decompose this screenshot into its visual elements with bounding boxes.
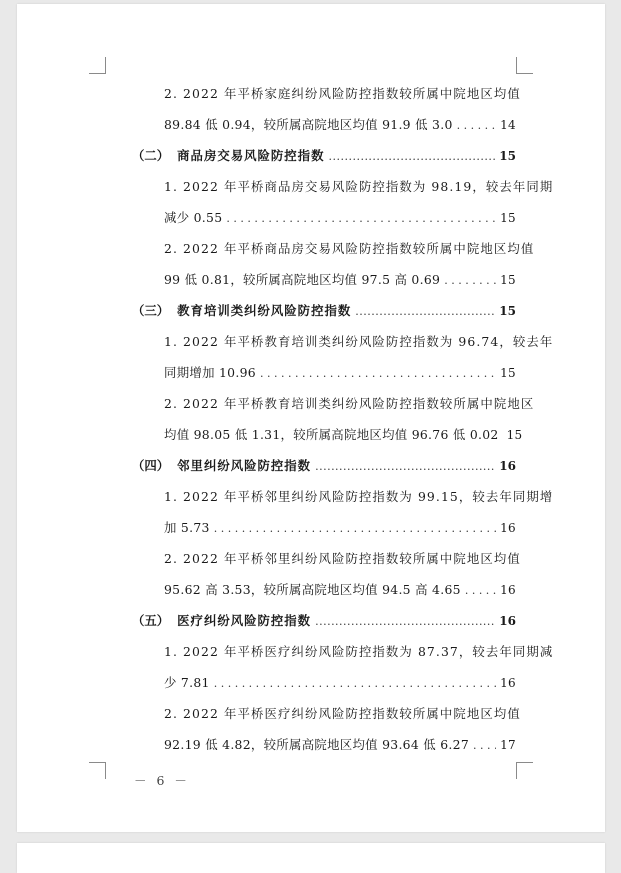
toc-entry-line2: 少 7.81 [164,675,210,690]
toc-entry-line2: 均值 98.05 低 1.31，较所属高院地区均值 96.76 低 0.02 [164,427,499,442]
crop-mark-bottom-left [89,762,106,779]
dot-leader [444,274,496,287]
toc-section-heading[interactable] [132,603,516,634]
toc-entry-line1: 2. 2022 年平桥家庭纠纷风险防控指数较所属中院地区均值 [164,86,521,101]
toc-entry-line1: 1. 2022 年平桥邻里纠纷风险防控指数为 99.15，较去年同期增 [164,489,554,504]
toc-entry-line1: 2. 2022 年平桥邻里纠纷风险防控指数较所属中院地区均值 [164,551,521,566]
toc-entry-line1: 1. 2022 年平桥医疗纠纷风险防控指数为 87.37，较去年同期减 [164,644,554,659]
toc-entry[interactable] [132,541,521,603]
toc-page-number: 14 [500,118,516,132]
toc-entry-line2: 同期增加 10.96 [164,365,256,380]
dot-leader [260,367,496,380]
toc-page-number: 16 [500,583,516,597]
toc-section-heading[interactable] [132,448,516,479]
table-of-contents [132,76,554,758]
crop-mark-top-right [516,57,533,74]
dot-leader [465,584,496,597]
toc-page-number: 15 [500,273,516,287]
toc-entry[interactable] [132,696,521,758]
crop-mark-top-left [89,57,106,74]
toc-page-number: 16 [500,521,516,535]
page-number: － 6 － [134,773,190,788]
next-page-edge [17,843,605,873]
toc-entry[interactable] [132,479,554,541]
dot-leader [355,305,495,318]
toc-entry[interactable] [132,386,535,448]
toc-entry[interactable] [132,231,535,293]
toc-section-title: 邻里纠纷风险防控指数 [177,458,312,473]
dot-leader [457,119,496,132]
toc-page-number: 16 [499,614,516,628]
document-page [17,4,605,832]
toc-page-number: 15 [506,428,523,442]
dot-leader [214,522,496,535]
toc-entry[interactable] [132,76,521,138]
toc-section-label: （三） [132,303,170,318]
toc-entry-line2: 减少 0.55 [164,210,223,225]
toc-entry[interactable] [132,324,554,386]
toc-entry-line1: 2. 2022 年平桥商品房交易风险防控指数较所属中院地区均值 [164,241,535,256]
toc-entry[interactable] [132,169,554,231]
toc-section-heading[interactable] [132,293,516,324]
toc-entry[interactable] [132,634,554,696]
toc-entry-line2: 加 5.73 [164,520,210,535]
toc-section-label: （二） [132,148,170,163]
toc-page-number: 16 [499,459,516,473]
dot-leader [328,150,495,163]
toc-page-number: 17 [500,738,516,752]
toc-entry-line2: 92.19 低 4.82，较所属高院地区均值 93.64 低 6.27 [164,737,470,752]
dot-leader [315,460,495,473]
toc-entry-line1: 2. 2022 年平桥医疗纠纷风险防控指数较所属中院地区均值 [164,706,521,721]
toc-section-heading[interactable] [132,138,516,169]
toc-page-number: 15 [499,149,516,163]
dot-leader [226,212,496,225]
toc-page-number: 16 [500,676,516,690]
toc-page-number: 15 [499,304,516,318]
toc-entry-line1: 2. 2022 年平桥教育培训类纠纷风险防控指数较所属中院地区 [164,396,535,411]
toc-section-label: （四） [132,458,170,473]
toc-section-label: （五） [132,613,170,628]
toc-entry-line1: 1. 2022 年平桥商品房交易风险防控指数为 98.19，较去年同期 [164,179,554,194]
dot-leader [214,677,496,690]
toc-entry-line2: 89.84 低 0.94，较所属高院地区均值 91.9 低 3.0 [164,117,453,132]
toc-section-title: 商品房交易风险防控指数 [177,148,325,163]
toc-section-title: 医疗纠纷风险防控指数 [177,613,312,628]
toc-page-number: 15 [500,366,516,380]
crop-mark-bottom-right [516,762,533,779]
dot-leader [315,615,495,628]
toc-entry-line1: 1. 2022 年平桥教育培训类纠纷风险防控指数为 96.74，较去年 [164,334,554,349]
toc-page-number: 15 [500,211,516,225]
toc-entry-line2: 95.62 高 3.53，较所属高院地区均值 94.5 高 4.65 [164,582,461,597]
toc-section-title: 教育培训类纠纷风险防控指数 [177,303,352,318]
toc-entry-line2: 99 低 0.81，较所属高院地区均值 97.5 高 0.69 [164,272,441,287]
dot-leader [473,739,496,752]
